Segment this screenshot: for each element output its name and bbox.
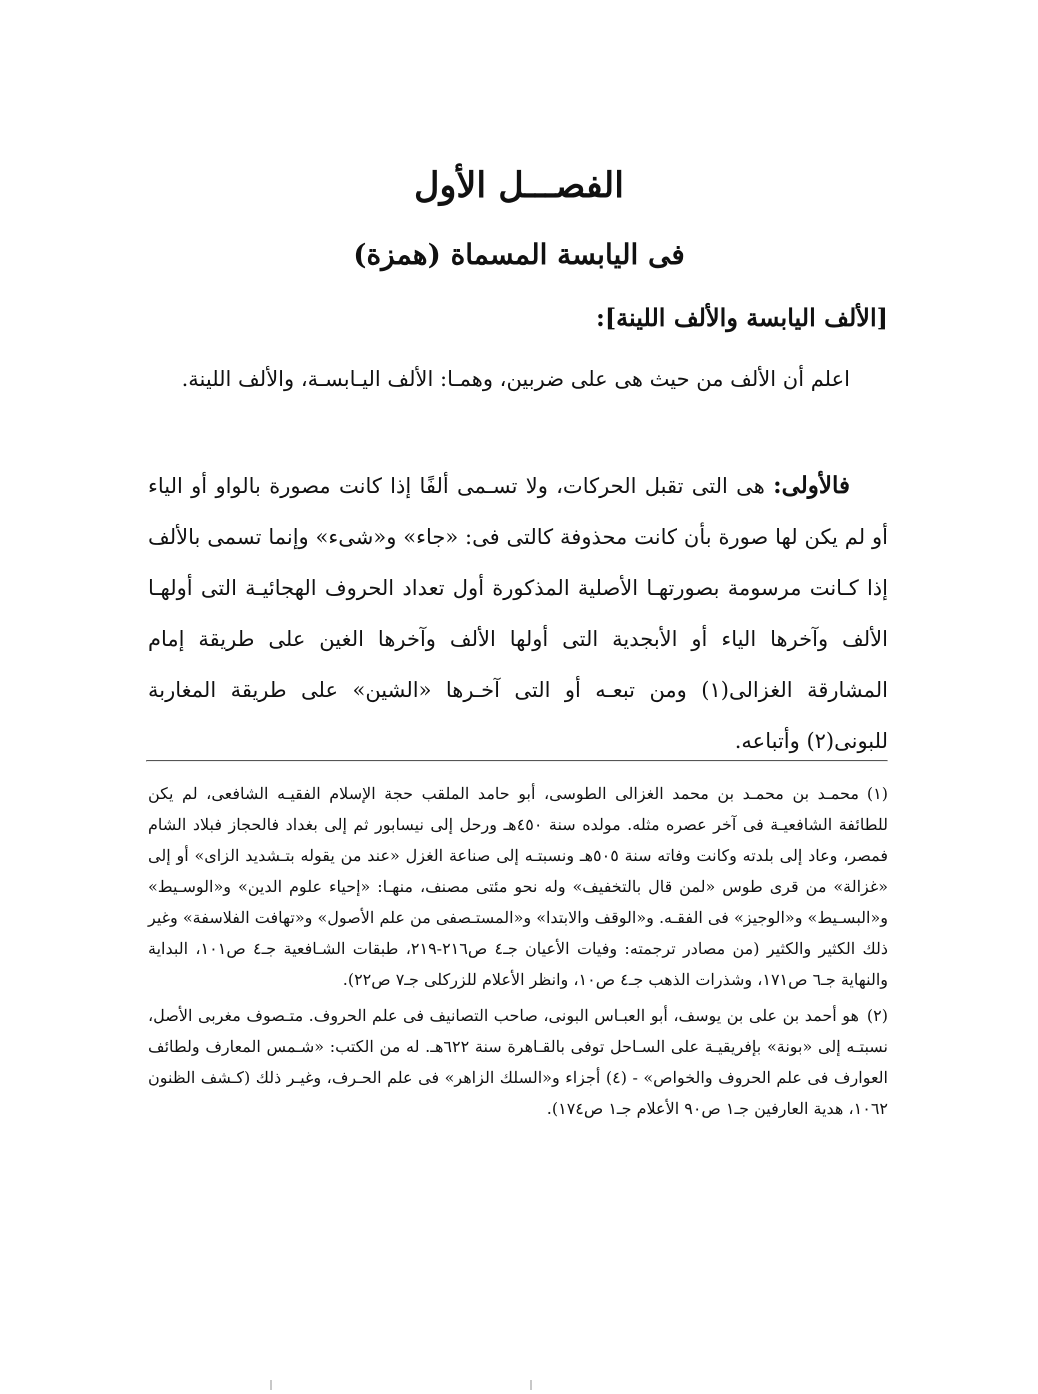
paragraph-lead-term: فالأولى:	[773, 472, 850, 499]
paragraph-2-text: هى التى تقبل الحركات، ولا تسـمى ألفًا إذا كانت مصورة بالواو أو الياء أو لم يكن لها صورة بأن كانت محذوفة كالتى فى: «جاء» و«شىء» وإنما تسمى بالألف إذا كـانت مرسومة بصورتهـا الأصلية المذكورة أول تعداد الحروف الهجائيـة التى أولهـا الألف وآخرها الياء أو الأبجدية التى أولها الألف وآخرها الغين على طريقة إمام المشارقة الغزالى(١) ومن تبعـه أو التى آخـرها «الشين» على طريقة المغاربة للبونى(٢) وأتباعه.	[148, 474, 889, 753]
footnote-text: محمـد بن محمـد بن محمد الغزالى الطوسى، أبو حامد الملقب حجة الإسلام الفقيـه الشافعى، لم يكن للطائفة الشافعيـة فى آخر عصره مثله. مولده سنة ٤٥٠هـ ورحل إلى نيسابور ثم إلى بغداد فالحجاز فبلاد الشام فمصر، وعاد إلى بلدته وكانت وفاته سنة ٥٠٥هـ ونسبتـه إلى صناعة الغزل «عند من يقوله بتـشديد الزاى» أو إلى «غزالة» من قرى طوس «لمن قال بالتخفيف» وله نحو مئتى مصنف، منهـا: «إحياء علوم الدين» و«الوسـيط» و«البسـيط» و«الوجيز» فى الفقـه. و«الوقف والابتدا» و«المستـصفى من علم الأصول» و«تهافت الفلاسفة» وغير ذلك الكثير والكثير (من مصادر ترجمته: وفيات الأعيان جـ٤ ص٢١٦-٢١٩، طبقات الشـافعية جـ٤ ص١٠١، البداية والنهاية جـ٦ ص١٧١، وشذرات الذهب جـ٤ ص١٠، وانظر الأعلام للزركلى جـ٧ ص٢٢).	[148, 784, 889, 989]
chapter-title: الفصـــل الأول	[414, 165, 624, 206]
footnote-text: هو أحمد بن على بن يوسف، أبو العبـاس البونى، صاحب التصانيف فى علم الحروف. متـصوف مغربى الأصل، نسبتـه إلى «بونة» بإفريقيـة على السـاحل توفى بالقـاهرة سنة ٦٢٢هـ. له من الكتب: «شـمس المعارف ولطائف العوارف فى علم الحروف والخواص» - (٤) أجزاء و«السلك الزاهر» فى علم الحـرف، وغيـر ذلك (كـشف الظنون ١٠٦٢، هدية العارفين جـ١ ص٩٠ الأعلام جـ١ ص١٧٤).	[148, 1006, 889, 1118]
footnote-2	[148, 1000, 888, 1124]
body-paragraph-1: اعلم أن الألف من حيث هى على ضربين، وهمـا: الألف اليـابسـة، والألف اللينة.	[181, 367, 850, 391]
scan-artifact-mark	[530, 1380, 532, 1390]
scan-artifact-mark	[270, 1380, 272, 1390]
section-heading: [الألف اليابسة والألف اللينة]:	[595, 303, 888, 332]
body-paragraph-2	[148, 460, 888, 767]
footnotes-section	[148, 778, 888, 1129]
chapter-subtitle: فى اليابسة المسماة (همزة)	[353, 238, 685, 271]
footnote-number: (٢)	[866, 1006, 888, 1025]
footnote-1	[148, 778, 888, 995]
footnote-separator	[146, 760, 888, 762]
footnote-number: (١)	[866, 784, 889, 803]
